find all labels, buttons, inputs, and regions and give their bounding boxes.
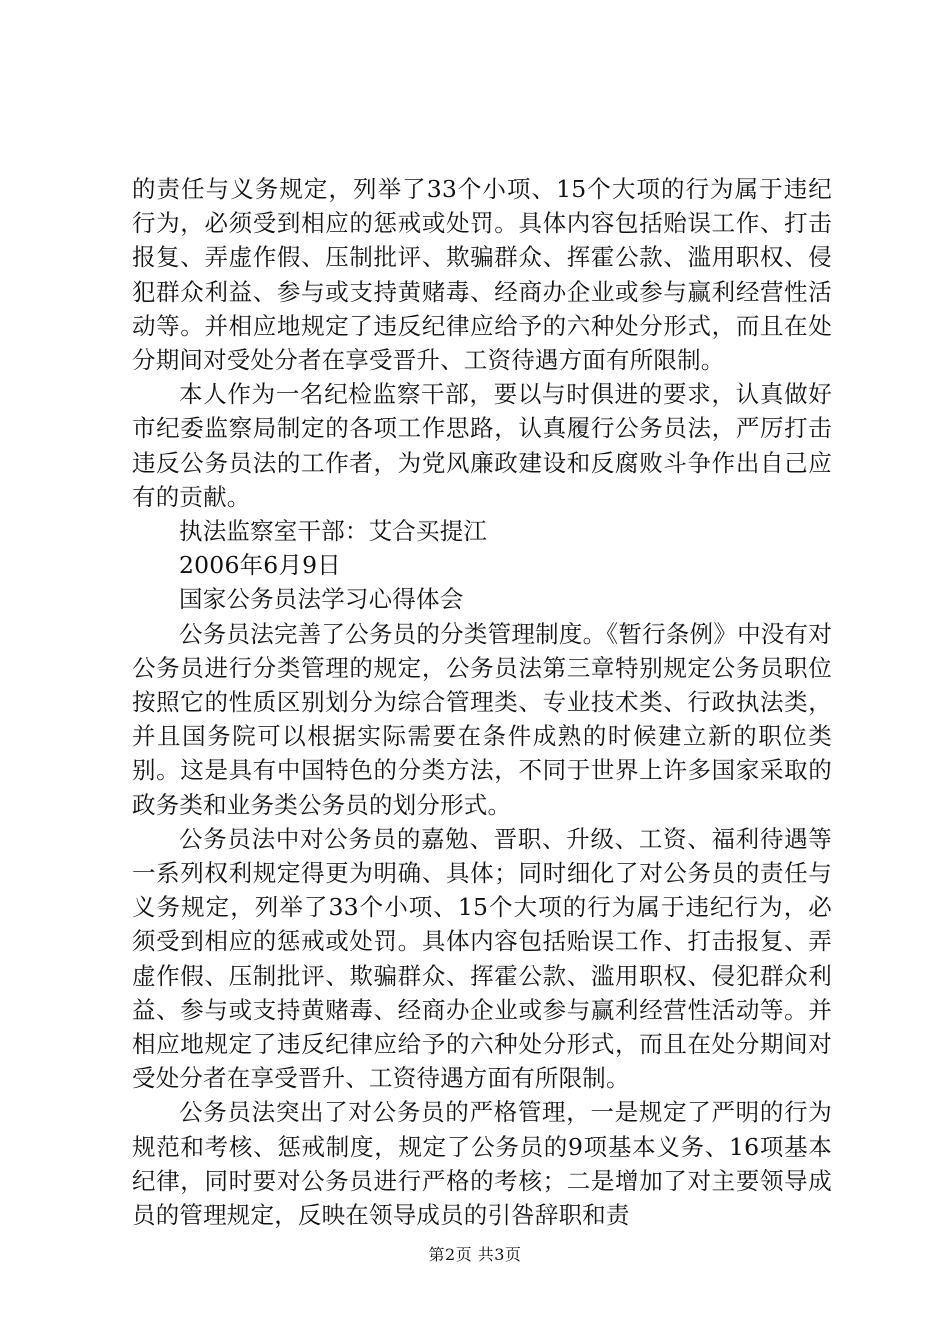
document-body — [132, 172, 832, 1232]
page-number-footer: 第2页 共3页 — [428, 1245, 522, 1264]
author-signature-line: 执法监察室干部：艾合买提江 — [179, 517, 488, 546]
paragraph-rights-duties: 公务员法中对公务员的嘉勉、晋职、升级、工资、福利待遇等一系列权利规定得更为明确、具体；同时细化了对公务员的责任与义务规定，列举了33个小项、15个大项的行为属于违纪行为，必须受到相应的惩戒或处罚。具体内容包括贻误工作、打击报复、弄虚作假、压制批评、欺骗群众、挥霍公款、滥用职权、侵犯群众利益、参与或支持黄赌毒、经商办企业或参与赢利经营性活动等。并相应地规定了违反纪律应给予的六种处分形式，而且在处分期间对受处分者在享受晋升、工资待遇方面有所限制。 — [132, 824, 832, 1093]
paragraph-classification: 公务员法完善了公务员的分类管理制度。《暂行条例》中没有对公务员进行分类管理的规定，公务员法第三章特别规定公务员职位按照它的性质区别划分为综合管理类、专业技术类、行政执法类，并且国务院可以根据实际需要在条件成熟的时候建立新的职位类别。这是具有中国特色的分类方法，不同于世界上许多国家采取的政务类和业务类公务员的划分形式。 — [132, 619, 832, 819]
paragraph-continuation: 的责任与义务规定，列举了33个小项、15个大项的行为属于违纪行为，必须受到相应的惩戒或处罚。具体内容包括贻误工作、打击报复、弄虚作假、压制批评、欺骗群众、挥霍公款、滥用职权、侵犯群众利益、参与或支持黄赌毒、经商办企业或参与赢利经营性活动等。并相应地规定了违反纪律应给予的六种处分形式，而且在处分期间对受处分者在享受晋升、工资待遇方面有所限制。 — [132, 175, 832, 375]
paragraph-personal-statement: 本人作为一名纪检监察干部，要以与时俱进的要求，认真做好市纪委监察局制定的各项工作思路，认真履行公务员法，严厉打击违反公务员法的工作者，为党风廉政建设和反腐败斗争作出自己应有的贡献。 — [132, 380, 832, 511]
section-title: 国家公务员法学习心得体会 — [179, 585, 464, 614]
date-line: 2006年6月9日 — [179, 551, 342, 580]
paragraph-strict-management: 公务员法突出了对公务员的严格管理，一是规定了严明的行为规范和考核、惩戒制度，规定了公务员的9项基本义务、16项基本纪律，同时要对公务员进行严格的考核；二是增加了对主要领导成员的管理规定，反映在领导成员的引咎辞职和责 — [132, 1098, 832, 1230]
